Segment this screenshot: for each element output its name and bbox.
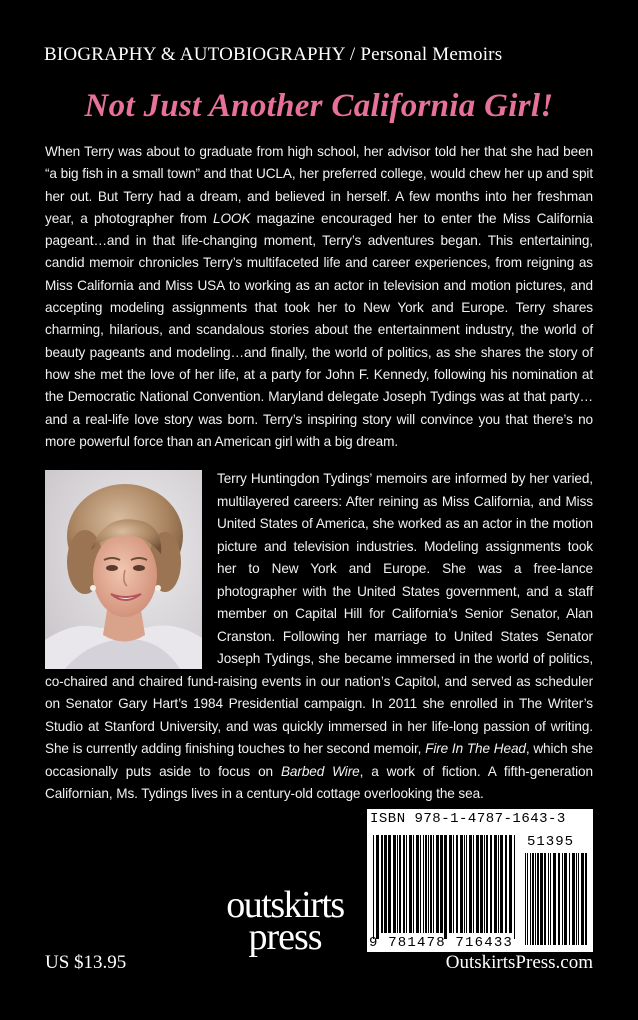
barcode-bar [460, 835, 463, 933]
book-category: BIOGRAPHY & AUTOBIOGRAPHY / Personal Memoirs [44, 44, 503, 65]
barcode-addon-bar [548, 853, 549, 945]
barcode-bar [500, 835, 503, 933]
barcode-addon-bar [550, 853, 551, 945]
publisher-website: OutskirtsPress.com [445, 952, 593, 973]
barcode-bar [373, 835, 374, 939]
photo-spacer [45, 468, 217, 670]
barcode-bar [449, 835, 452, 933]
bio-memoir-title: Fire In The Head [425, 741, 526, 756]
barcode-bar [494, 835, 497, 933]
barcode-bar [514, 835, 515, 939]
bio-text-1: Terry Huntingdon Tydings’ memoirs are informed by her varied, multilayered careers: After reining as Miss California, and Miss United States of America, she worked as an actor in the motion picture and television industries. Modeling assignments took her to New York and Europe. She was a free-lance photographer with the United States government, and a staff member on Capital Hill for California’s Senior Senator, Alan Cranston. Following her marriage to United States Senator Joseph Tydings, she became immersed in the world of politics, co-chaired and chaired fund-raising events in our nation’s Capitol, and served as scheduler on Senator Gary Hart’s 1984 Presidential campaign. In 2011 she enrolled in The Writer’s Studio at Stanford University, and was quickly immersed in her life-long passion of writing. She is currently adding finishing touches to her second memoir, [45, 471, 593, 756]
barcode-bar [464, 835, 465, 933]
barcode-bar [430, 835, 432, 933]
barcode-addon-bar [553, 853, 556, 945]
barcode-bar [480, 835, 483, 933]
barcode-addon-bar [562, 853, 563, 945]
barcode-bar [476, 835, 479, 933]
barcode-addon-bar [540, 853, 543, 945]
barcode-bar [490, 835, 492, 933]
blurb-text-2: magazine encouraged her to enter the Miss California pageant…and in that life-changing moment, Terry’s adventures began. This entertaining, candid memoir chronicles Terry’s multifaceted life and career experiences, from reigning as Miss California and Miss USA to working as an actor in television and motion pictures, and accepting modeling assignments that took her to New York and Europe. Terry shares charming, hilarious, and scandalous stories about the entertainment industry, the world of beauty pageants and modeling…and finally, the world of politics, as she shares the story of how she met the love of her life, at a party for John F. Kennedy, following his nomination at the Democratic National Convention. Maryland delegate Joseph Tydings was at that party…and a real-life love story was born. Terry’s inspiring story will convince you that there’s no more powerful force than an American girl with a big dream. [45, 210, 593, 449]
publisher-logo-line2: press [248, 916, 322, 958]
barcode-bar [484, 835, 485, 933]
barcode-addon-bar [578, 853, 579, 945]
barcode-bar [473, 835, 474, 933]
barcode-addon-bar [532, 853, 534, 945]
barcode-bar [406, 835, 407, 933]
barcode-addon-bar [527, 853, 528, 945]
barcode-bar [456, 835, 458, 933]
barcode-addon-bar [535, 853, 536, 945]
barcode-bar [433, 835, 434, 933]
barcode-addon-bar [558, 853, 560, 945]
barcode-bars [367, 809, 593, 952]
barcode-bar [381, 835, 383, 933]
barcode-bar [444, 835, 447, 939]
barcode-bar [416, 835, 419, 933]
blurb-text-1: When Terry was about to graduate from high school, her advisor told her that she had been “a big fish in a small town” and that UCLA, her preferred college, would chew her up and spit her out. But Terry had a dream, and believed in herself. A few months into her freshman year, a photographer from [45, 144, 593, 226]
blurb-magazine-name: LOOK [212, 210, 251, 226]
barcode-addon-bar [576, 853, 577, 945]
barcode-addon-bar [564, 853, 567, 945]
barcode-addon-bar [525, 853, 526, 945]
author-bio [45, 468, 593, 806]
isbn-number: ISBN 978-1-4787-1643-3 [370, 811, 566, 827]
book-blurb [45, 141, 593, 453]
barcode-bar [409, 835, 412, 933]
barcode-bar [453, 835, 454, 933]
barcode-bar [469, 835, 472, 933]
barcode-addon-bar [544, 853, 546, 945]
book-price: US $13.95 [45, 952, 127, 973]
bio-text-2: , which she occasionally puts aside to focus on [45, 741, 594, 779]
barcode-bar [428, 835, 429, 933]
ean-digits: 9 781478 716433 [369, 935, 514, 951]
isbn-barcode [367, 809, 593, 952]
book-title: Not Just Another California Girl! [84, 88, 554, 124]
barcode-bar [399, 835, 401, 933]
barcode-bar [403, 835, 405, 933]
barcode-bar [376, 835, 379, 939]
barcode-addon-bar [537, 853, 539, 945]
barcode-bar [436, 835, 439, 933]
barcode-bar [420, 835, 421, 933]
barcode-bar [393, 835, 396, 933]
barcode-addon-bar [569, 853, 570, 945]
barcode-bar [505, 835, 507, 933]
barcode-addon-bar [572, 853, 575, 945]
barcode-bar [413, 835, 414, 933]
barcode-bar [440, 835, 443, 933]
barcode-bar [423, 835, 424, 933]
barcode-bar [425, 835, 427, 933]
barcode-bar [397, 835, 398, 933]
bio-text-3: , a work of fiction. A fifth-generation Californian, Ms. Tydings lives in a century-old cottage overlooking the sea. [45, 763, 593, 801]
publisher-logo [210, 884, 360, 958]
barcode-addon-bar [585, 853, 587, 945]
bio-fiction-title: Barbed Wire [280, 763, 360, 779]
barcode-price-code: 51395 [527, 834, 575, 850]
barcode-bar [466, 835, 467, 933]
barcode-addon-bar [530, 853, 531, 945]
barcode-bar [388, 835, 391, 933]
barcode-bar [498, 835, 499, 933]
barcode-addon-bar [581, 853, 584, 945]
barcode-bar [509, 835, 512, 933]
publisher-logo-line1: outskirts [226, 884, 344, 926]
barcode-bar [486, 835, 488, 933]
barcode-bar [384, 835, 387, 933]
